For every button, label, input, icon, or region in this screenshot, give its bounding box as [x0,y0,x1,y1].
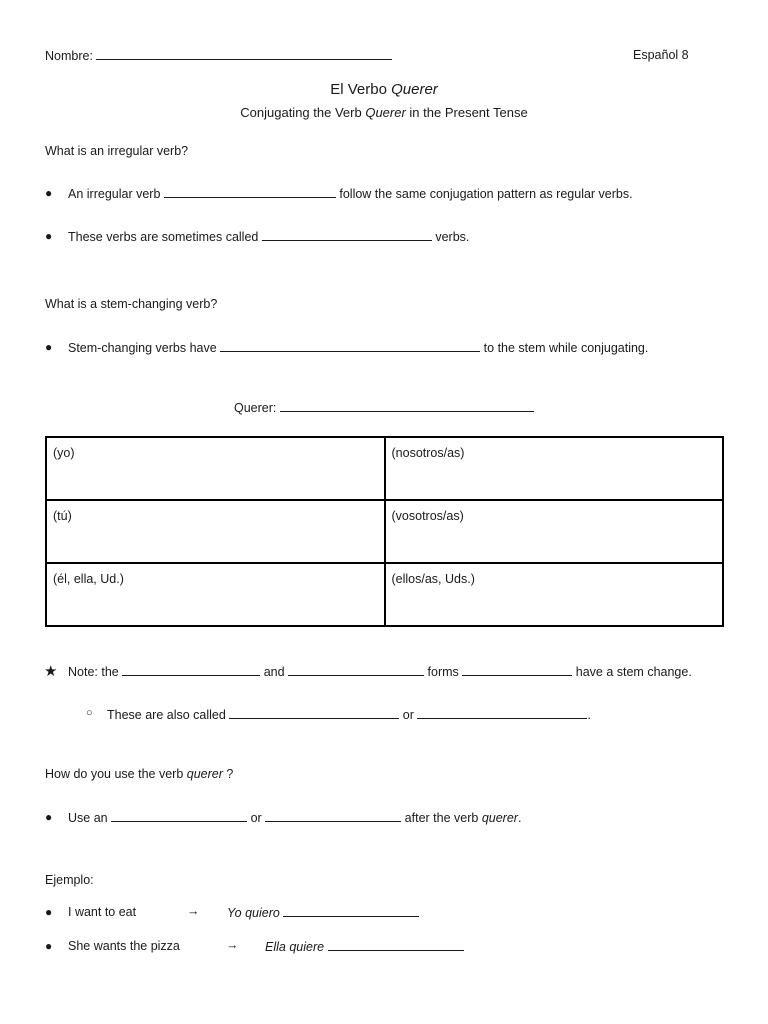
note-sub-blank-2[interactable] [417,707,587,719]
irregular-bullet-2: These verbs are sometimes called verbs. [68,230,470,244]
table-row [46,563,723,626]
use-blank-2[interactable] [265,810,401,822]
table-row [46,437,723,500]
title-verb: Querer [391,81,438,98]
bullet-icon: ● [45,229,53,243]
use-blank-1[interactable] [111,810,247,822]
name-label-text: Nombre: [45,49,93,63]
example-2-es: Ella quiere [265,939,464,954]
querer-label: Querer: [234,400,534,415]
bullet-icon: ● [45,340,53,354]
note-line: Note: the and forms have a stem change. [68,665,692,679]
note-sub-blank-1[interactable] [229,707,399,719]
example-1-es: Yo quiero [227,905,419,920]
conjugation-table [45,436,724,627]
star-icon: ★ [44,663,58,680]
example-1-en: I want to eat [68,905,137,919]
stem-bullet-1: Stem-changing verbs have to the stem while conjugating. [68,341,649,355]
note-blank-1[interactable] [122,664,260,676]
querer-blank[interactable] [280,400,534,412]
irregular-blank-2[interactable] [262,229,432,241]
question-how-use: How do you use the verb querer ? [45,767,234,781]
note-blank-2[interactable] [288,664,424,676]
cell-tu[interactable]: (tú) [46,500,385,563]
arrow-icon: → [187,904,200,918]
cell-ellos[interactable]: (ellos/as, Uds.) [385,563,724,626]
class-label: Español 8 [633,48,689,62]
example-blank-1[interactable] [283,905,419,917]
bullet-icon: ● [45,939,53,953]
cell-nosotros[interactable]: (nosotros/as) [385,437,724,500]
arrow-icon: → [226,938,239,952]
ejemplo-label: Ejemplo: [45,873,94,887]
name-label [45,48,392,63]
example-2-en: She wants the pizza [68,939,180,953]
use-bullet-1: Use an or after the verb querer. [68,811,522,825]
cell-vosotros[interactable]: (vosotros/as) [385,500,724,563]
note-blank-3[interactable] [462,664,572,676]
irregular-bullet-1: An irregular verb follow the same conjugation pattern as regular verbs. [68,187,633,201]
page-subtitle: Conjugating the Verb Querer in the Present Tense [240,105,528,120]
circle-bullet-icon: ○ [86,707,93,719]
cell-el[interactable]: (él, ella, Ud.) [46,563,385,626]
bullet-icon: ● [45,905,53,919]
question-stem-changing: What is a stem-changing verb? [45,297,218,311]
stem-blank-1[interactable] [220,340,480,352]
note-sub-line: These are also called or . [107,708,591,722]
bullet-icon: ● [45,810,53,824]
name-blank[interactable] [96,48,392,60]
irregular-blank-1[interactable] [164,186,336,198]
question-irregular: What is an irregular verb? [45,144,189,158]
bullet-icon: ● [45,186,53,200]
page-title: El Verbo Querer [330,81,438,98]
table-row [46,500,723,563]
example-blank-2[interactable] [328,939,464,951]
cell-yo[interactable]: (yo) [46,437,385,500]
